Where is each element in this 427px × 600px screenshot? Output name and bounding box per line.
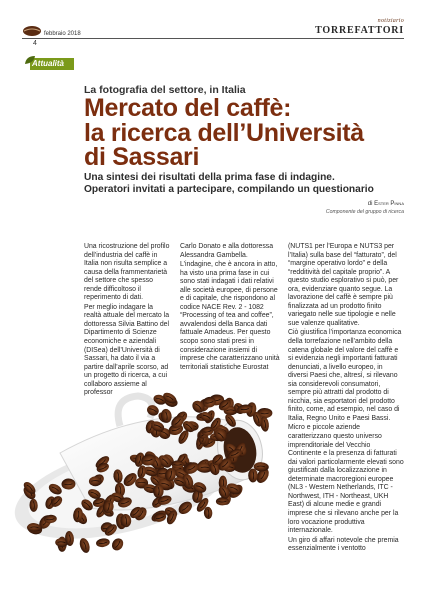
section-label: Attualità <box>32 59 64 68</box>
article-column-3 <box>288 243 404 555</box>
coffee-bean <box>78 537 91 554</box>
byline-role: Componente del gruppo di ricerca <box>325 209 404 215</box>
article-kicker: La fotografia del settore, in Italia <box>84 84 246 96</box>
masthead-title: TORREFATTORI <box>315 25 404 36</box>
coffee-bean-logo-icon <box>22 24 42 37</box>
paragraph: Micro e piccole aziende caratterizzano questo universo imprenditoriale del Vecchio Continente e la presenza di fatturati dai valori particolarmente elevati sono giustificati dalla localizzazione in determinate macroregioni europee (NL3 - Western Netherlands, ITC - Northwest, ITH - Northeast, UKH East) di alcune medie e grandi imprese che si rilevano anche per la loro vocazione produttiva internazionale. <box>288 424 404 535</box>
subtitle-line: Operatori invitati a partecipare, compilando un questionario <box>84 183 374 195</box>
paragraph: (NUTS1 per l’Europa e NUTS3 per l’Italia) sulla base del “fatturato”, del “margine operativo lordo” e della “redditività del capitale proprio”. A questo studio esplorativo si può, per ora, evidenziare quanto segue. La lavorazione del caffè è sempre più finalizzata ad un prodotto finito variegato nelle sue tipologie e nelle sue valenze qualitative. <box>288 243 399 327</box>
coffee-cup-with-beans-image <box>0 358 300 578</box>
byline-author: Ester Pinna <box>374 201 404 207</box>
title-line: la ricerca dell’Università <box>84 118 364 147</box>
coffee-bean <box>95 537 110 547</box>
coffee-bean <box>89 476 102 486</box>
issue-date: febbraio 2018 <box>44 31 81 37</box>
article-subtitle <box>84 172 414 196</box>
article-title <box>84 96 414 170</box>
header-rule <box>22 38 404 39</box>
paragraph: Una ricostruzione del profilo dell’industria del caffè in Italia non risulta semplice a causa della frammentarietà del settore che spesso rende difficoltoso il reperimento di dati. <box>84 243 170 302</box>
title-line: Mercato del caffè: <box>84 94 292 122</box>
paragraph: Carlo Donato e alla dottoressa Alessandra Gambella. <box>180 243 274 259</box>
paragraph: Ciò giustifica l’importanza economica della torrefazione nell’ambito della catena globale del valore del caffè e si evidenzia negli importanti fatturati denunciati, a livello europeo, in diversi Paesi che, altresì, si rilevano sia considerevoli consumatori, sempre più attratti dal prodotto di nicchia, sia esportatori del prodotto finito, come, ad esempio, nel caso di Italia, Regno Unito e Paesi Bassi. <box>288 329 402 422</box>
byline-prefix: di <box>367 201 373 207</box>
paragraph: L’indagine, che è ancora in atto, ha visto una prima fase in cui sono stati indagati i dati relativi alle società europee, di persone e di capitale, che rispondono al codice NACE Rev. 2 - 1082 “Processing of tea and coffee”, avvalendosi della Banca dati fattuale Amadeus. Per questo scopo sono stati presi in considerazione insiemi di imprese che caratterizzano unità territoriali statistiche Eurostat <box>180 261 280 371</box>
title-line: di Sassari <box>84 143 200 171</box>
coffee-bean <box>110 536 126 552</box>
masthead-notiziario: notiziario <box>377 18 404 24</box>
coffee-bean <box>203 507 212 520</box>
byline <box>254 201 404 207</box>
page-number: 4 <box>33 40 37 47</box>
subtitle-line: Una sintesi dei risultati della prima fase di indagine. <box>84 172 335 183</box>
paragraph: Per meglio indagare la realtà attuale del mercato la dottoressa Silvia Battino del Dipartimento di Scienze economiche e aziendali (DISea) dell’Università di Sassari, ha dato il via a partire dall’aprile scorso, ad un progetto di ricerca, a cui collaboro assieme al professor <box>84 303 170 397</box>
paragraph: Un giro di affari notevole che premia essenzialmente i ventotto <box>288 536 399 553</box>
article-column-2 <box>180 243 280 373</box>
